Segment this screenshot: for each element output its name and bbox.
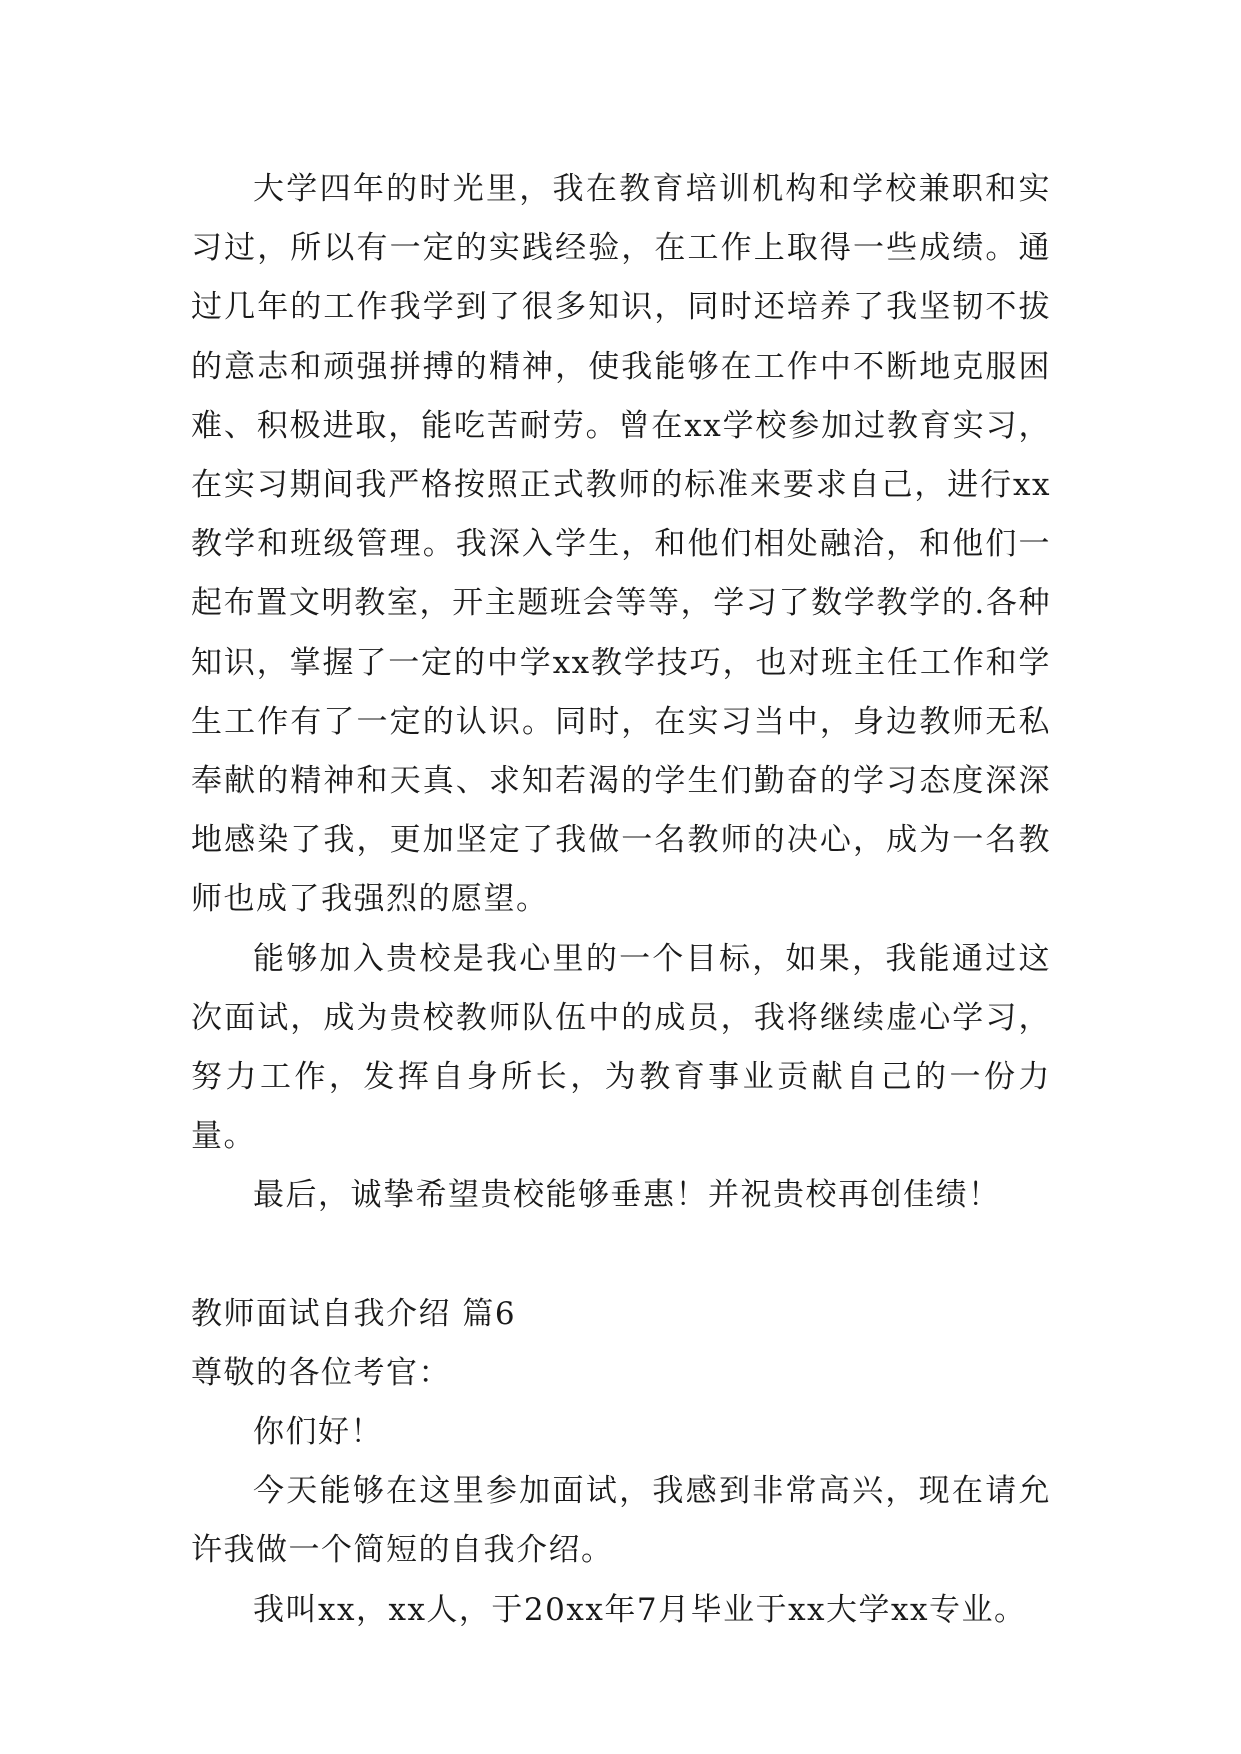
document-body bbox=[191, 160, 1051, 1640]
section-title: 教师面试自我介绍 篇6 bbox=[191, 1295, 517, 1332]
section-gap bbox=[191, 1226, 1051, 1285]
paragraph-name: 我叫xx，xx人，于20xx年7月毕业于xx大学xx专业。 bbox=[253, 1591, 1027, 1628]
salutation: 尊敬的各位考官： bbox=[191, 1354, 451, 1391]
greeting: 你们好！ bbox=[253, 1414, 383, 1451]
paragraph-goal: 能够加入贵校是我心里的一个目标，如果，我能通过这次面试，成为贵校教师队伍中的成员，我将继续虚心学习，努力工作，发挥自身所长，为教育事业贡献自己的一份力量。 bbox=[191, 940, 1051, 1155]
paragraph-intro: 今天能够在这里参加面试，我感到非常高兴，现在请允许我做一个简短的自我介绍。 bbox=[191, 1473, 1051, 1569]
paragraph-internship: 大学四年的时光里，我在教育培训机构和学校兼职和实习过，所以有一定的实践经验，在工作上取得一些成绩。通过几年的工作我学到了很多知识，同时还培养了我坚韧不拔的意志和顽强拼搏的精神，使我能够在工作中不断地克服困难、积极进取，能吃苦耐劳。曾在xx学校参加过教育实习，在实习期间我严格按照正式教师的标准来要求自己，进行xx教学和班级管理。我深入学生，和他们相处融洽，和他们一起布置文明教室，开主题班会等等，学习了数学教学的.各种知识，掌握了一定的中学xx教学技巧，也对班主任工作和学生工作有了一定的认识。同时，在实习当中，身边教师无私奉献的精神和天真、求知若渴的学生们勤奋的学习态度深深地感染了我，更加坚定了我做一名教师的决心，成为一名教师也成了我强烈的愿望。 bbox=[191, 171, 1051, 918]
paragraph-closing: 最后，诚挚希望贵校能够垂惠！并祝贵校再创佳绩！ bbox=[253, 1177, 1001, 1214]
